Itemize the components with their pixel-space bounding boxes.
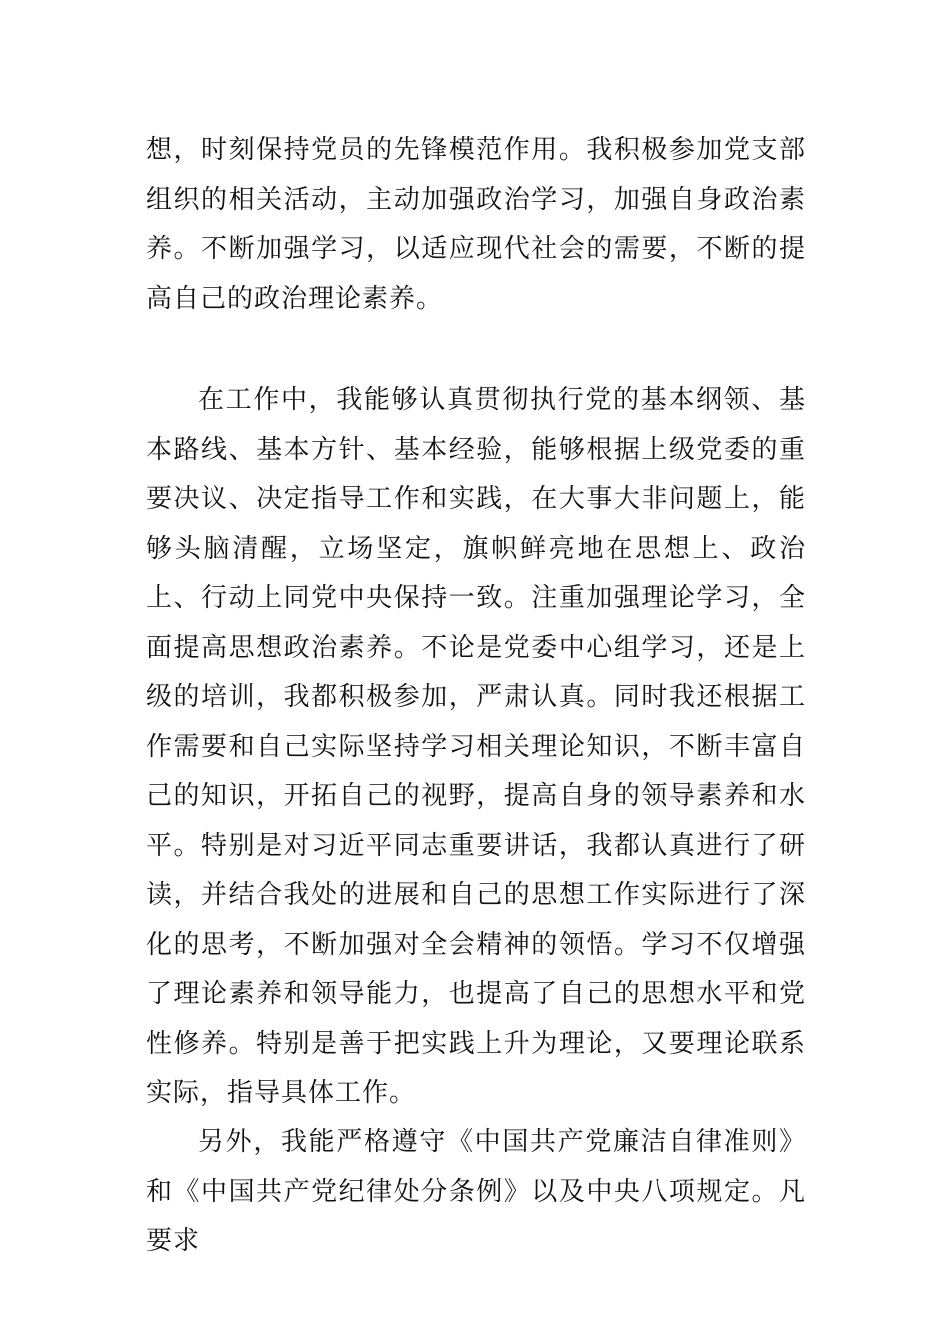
paragraph-1: 想，时刻保持党员的先锋模范作用。我积极参加党支部组织的相关活动，主动加强政治学习，加强自身政治素养。不断加强学习，以适应现代社会的需要，不断的提高自己的政治理论素养。 [146, 135, 806, 314]
paragraph-3: 另外，我能严格遵守《中国共产党廉洁自律准则》和《中国共产党纪律处分条例》以及中央八项规定。凡要求 [146, 1127, 806, 1256]
paragraph-2: 在工作中，我能够认真贯彻执行党的基本纲领、基本路线、基本方针、基本经验，能够根据上级党委的重要决议、决定指导工作和实践，在大事大非问题上，能够头脑清醒，立场坚定，旗帜鲜亮地在思想上、政治上、行动上同党中央保持一致。注重加强理论学习，全面提高思想政治素养。不论是党委中心组学习，还是上级的培训，我都积极参加，严肃认真。同时我还根据工作需要和自己实际坚持学习相关理论知识，不断丰富自己的知识，开拓自己的视野，提高自身的领导素养和水平。特别是对习近平同志重要讲话，我都认真进行了研读，并结合我处的进展和自己的思想工作实际进行了深化的思考，不断加强对全会精神的领悟。学习不仅增强了理论素养和领导能力，也提高了自己的思想水平和党性修养。特别是善于把实践上升为理论，又要理论联系实际，指导具体工作。 [146, 385, 806, 1108]
